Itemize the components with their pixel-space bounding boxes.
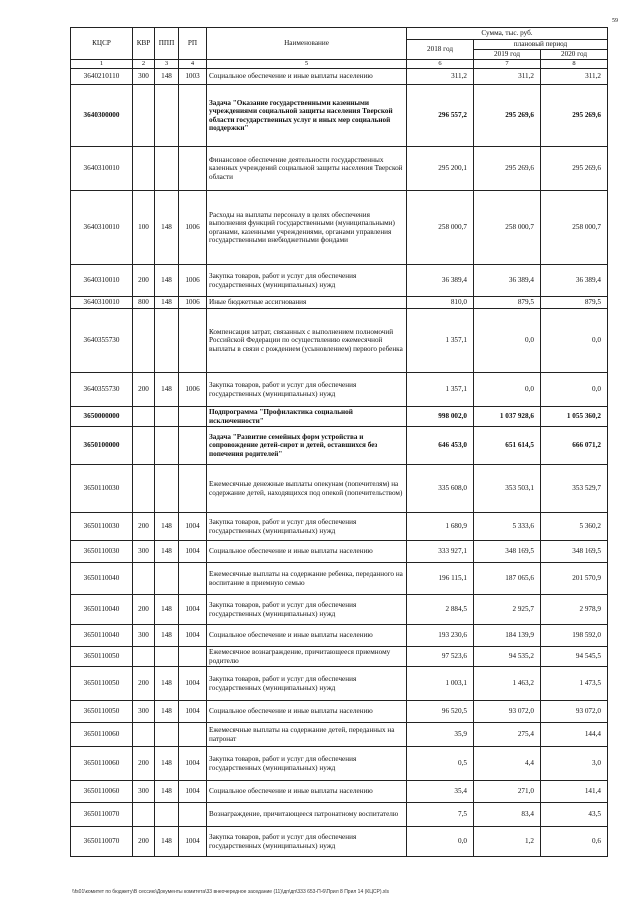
cell-2020: 3,0 [541, 747, 608, 781]
cell-2019: 36 389,4 [474, 265, 541, 297]
cell-kvr [133, 723, 155, 747]
table-row [71, 297, 608, 309]
table-row [71, 85, 608, 147]
cell-kvr [133, 647, 155, 667]
table-row [71, 781, 608, 803]
cell-kcsr: 3650110040 [71, 563, 133, 595]
cell-2020: 1 473,5 [541, 667, 608, 701]
cell-name: Закупка товаров, работ и услуг для обеспечения государственных (муниципальных) нужд [207, 265, 407, 297]
cell-rp: 1004 [179, 541, 207, 563]
cell-2019: 184 139,9 [474, 625, 541, 647]
cell-kvr: 200 [133, 747, 155, 781]
cell-kvr: 200 [133, 595, 155, 625]
cell-kcsr: 3650110050 [71, 647, 133, 667]
cell-rp [179, 563, 207, 595]
cell-ppp: 148 [155, 667, 179, 701]
cell-ppp: 148 [155, 513, 179, 541]
index-cell: 5 [207, 60, 407, 69]
cell-rp [179, 147, 207, 191]
cell-2018: 311,2 [407, 69, 474, 85]
cell-kcsr: 3650110060 [71, 781, 133, 803]
cell-name: Ежемесячные выплаты на содержание ребенка, переданного на воспитание в приемную семью [207, 563, 407, 595]
cell-2018: 196 115,1 [407, 563, 474, 595]
cell-kcsr: 3650110030 [71, 465, 133, 513]
index-cell: 8 [541, 60, 608, 69]
cell-kcsr: 3650110070 [71, 827, 133, 857]
cell-2018: 96 520,5 [407, 701, 474, 723]
cell-ppp [155, 427, 179, 465]
cell-kvr: 300 [133, 541, 155, 563]
cell-rp: 1006 [179, 297, 207, 309]
header-planned: плановый период [474, 40, 608, 50]
cell-rp: 1004 [179, 747, 207, 781]
cell-2018: 97 523,6 [407, 647, 474, 667]
cell-kvr: 200 [133, 265, 155, 297]
table-row [71, 701, 608, 723]
cell-rp: 1004 [179, 667, 207, 701]
cell-rp [179, 309, 207, 373]
cell-kvr [133, 465, 155, 513]
cell-2018: 35,9 [407, 723, 474, 747]
cell-2020: 36 389,4 [541, 265, 608, 297]
table-row [71, 191, 608, 265]
cell-name: Закупка товаров, работ и услуг для обеспечения государственных (муниципальных) нужд [207, 373, 407, 407]
cell-2018: 1 357,1 [407, 373, 474, 407]
cell-2019: 93 072,0 [474, 701, 541, 723]
table-row [71, 563, 608, 595]
cell-rp: 1004 [179, 595, 207, 625]
cell-name: Подпрограмма "Профилактика социальной исключенности" [207, 407, 407, 427]
cell-kcsr: 3650110060 [71, 747, 133, 781]
cell-rp [179, 723, 207, 747]
table-row [71, 309, 608, 373]
cell-rp: 1004 [179, 513, 207, 541]
cell-2019: 2 925,7 [474, 595, 541, 625]
cell-2019: 295 269,6 [474, 147, 541, 191]
cell-2020: 201 570,9 [541, 563, 608, 595]
cell-ppp [155, 465, 179, 513]
cell-kvr: 300 [133, 625, 155, 647]
cell-2018: 35,4 [407, 781, 474, 803]
cell-rp [179, 803, 207, 827]
cell-kvr [133, 427, 155, 465]
cell-rp [179, 85, 207, 147]
cell-2019: 0,0 [474, 309, 541, 373]
cell-ppp: 148 [155, 625, 179, 647]
cell-kvr [133, 803, 155, 827]
cell-2019: 275,4 [474, 723, 541, 747]
cell-rp [179, 427, 207, 465]
cell-ppp: 148 [155, 781, 179, 803]
cell-kcsr: 3640310010 [71, 147, 133, 191]
cell-name: Социальное обеспечение и иные выплаты населению [207, 541, 407, 563]
cell-2020: 311,2 [541, 69, 608, 85]
cell-name: Закупка товаров, работ и услуг для обеспечения государственных (муниципальных) нужд [207, 595, 407, 625]
cell-rp: 1006 [179, 265, 207, 297]
cell-name: Иные бюджетные ассигнования [207, 297, 407, 309]
index-cell: 2 [133, 60, 155, 69]
header-kcsr: КЦСР [71, 28, 133, 60]
cell-kvr: 300 [133, 701, 155, 723]
cell-2020: 5 360,2 [541, 513, 608, 541]
cell-2020: 0,6 [541, 827, 608, 857]
cell-2020: 879,5 [541, 297, 608, 309]
cell-name: Вознаграждение, причитающееся патронатному воспитателю [207, 803, 407, 827]
cell-name: Задача "Развитие семейных форм устройства и сопровождение детей-сирот и детей, оставшихся без попечения родителей" [207, 427, 407, 465]
cell-ppp [155, 723, 179, 747]
cell-ppp [155, 147, 179, 191]
cell-2018: 7,5 [407, 803, 474, 827]
cell-2019: 94 535,2 [474, 647, 541, 667]
cell-2019: 1 463,2 [474, 667, 541, 701]
cell-name: Ежемесячные денежные выплаты опекунам (попечителям) на содержание детей, находящихся под опекой (попечительством) [207, 465, 407, 513]
table-row [71, 465, 608, 513]
cell-kvr: 300 [133, 69, 155, 85]
cell-2018: 1 003,1 [407, 667, 474, 701]
cell-name: Закупка товаров, работ и услуг для обеспечения государственных (муниципальных) нужд [207, 667, 407, 701]
cell-2020: 348 169,5 [541, 541, 608, 563]
cell-rp [179, 465, 207, 513]
cell-2018: 1 357,1 [407, 309, 474, 373]
cell-2020: 198 592,0 [541, 625, 608, 647]
cell-ppp: 148 [155, 541, 179, 563]
cell-rp: 1006 [179, 373, 207, 407]
cell-ppp: 148 [155, 373, 179, 407]
table-row [71, 747, 608, 781]
cell-2018: 296 557,2 [407, 85, 474, 147]
table-row [71, 427, 608, 465]
cell-ppp [155, 803, 179, 827]
table-row [71, 407, 608, 427]
cell-2019: 311,2 [474, 69, 541, 85]
cell-name: Закупка товаров, работ и услуг для обеспечения государственных (муниципальных) нужд [207, 747, 407, 781]
table-row [71, 595, 608, 625]
cell-ppp: 148 [155, 297, 179, 309]
cell-2018: 193 230,6 [407, 625, 474, 647]
cell-2020: 295 269,6 [541, 85, 608, 147]
cell-kcsr: 3650110040 [71, 625, 133, 647]
cell-2018: 295 200,1 [407, 147, 474, 191]
cell-2020: 666 071,2 [541, 427, 608, 465]
cell-kvr: 200 [133, 513, 155, 541]
table-row [71, 541, 608, 563]
table-row [71, 69, 608, 85]
header-ppp: ППП [155, 28, 179, 60]
cell-2020: 43,5 [541, 803, 608, 827]
header-sum: Сумма, тыс. руб. [407, 28, 608, 40]
cell-kvr: 800 [133, 297, 155, 309]
table-row [71, 667, 608, 701]
cell-kcsr: 3650110030 [71, 513, 133, 541]
cell-kvr [133, 147, 155, 191]
cell-ppp [155, 309, 179, 373]
table-row [71, 513, 608, 541]
cell-kvr: 300 [133, 781, 155, 803]
cell-kcsr: 3650110070 [71, 803, 133, 827]
table-row [71, 625, 608, 647]
file-path-footer: \\fs01\комитет по бюджету\В сессию\Документы комитета\33 внеочередное заседание (11)\дп\дп\333 653-П-6\Прил 8 Прил 14 (КЦСР).xls [72, 889, 390, 895]
cell-name: Закупка товаров, работ и услуг для обеспечения государственных (муниципальных) нужд [207, 827, 407, 857]
cell-2018: 335 608,0 [407, 465, 474, 513]
cell-ppp: 148 [155, 701, 179, 723]
budget-table [70, 27, 608, 857]
cell-rp: 1004 [179, 625, 207, 647]
table-body [71, 69, 608, 857]
index-cell: 3 [155, 60, 179, 69]
cell-kvr: 200 [133, 667, 155, 701]
cell-2020: 258 000,7 [541, 191, 608, 265]
cell-kcsr: 3650110050 [71, 701, 133, 723]
cell-ppp: 148 [155, 595, 179, 625]
cell-kcsr: 3640300000 [71, 85, 133, 147]
cell-2020: 2 978,9 [541, 595, 608, 625]
column-index-row [71, 60, 608, 69]
cell-2019: 1 037 928,6 [474, 407, 541, 427]
cell-kcsr: 3640310010 [71, 265, 133, 297]
cell-kvr [133, 563, 155, 595]
cell-2018: 258 000,7 [407, 191, 474, 265]
cell-name: Задача "Оказание государственными казенными учреждениями социальной защиты населения Тверской области государственных услуг и иных мер социальной поддержки" [207, 85, 407, 147]
cell-kcsr: 3640310010 [71, 297, 133, 309]
table-row [71, 723, 608, 747]
cell-kvr [133, 309, 155, 373]
cell-rp [179, 647, 207, 667]
index-cell: 7 [474, 60, 541, 69]
cell-name: Закупка товаров, работ и услуг для обеспечения государственных (муниципальных) нужд [207, 513, 407, 541]
cell-kcsr: 3650000000 [71, 407, 133, 427]
index-cell: 6 [407, 60, 474, 69]
cell-kcsr: 3650110030 [71, 541, 133, 563]
cell-ppp [155, 563, 179, 595]
cell-2018: 36 389,4 [407, 265, 474, 297]
cell-kcsr: 3650110050 [71, 667, 133, 701]
cell-rp: 1004 [179, 827, 207, 857]
cell-rp [179, 407, 207, 427]
table-row [71, 147, 608, 191]
cell-rp: 1003 [179, 69, 207, 85]
cell-kvr [133, 407, 155, 427]
table-row [71, 803, 608, 827]
cell-2019: 348 169,5 [474, 541, 541, 563]
header-2020: 2020 год [541, 50, 608, 60]
cell-name: Социальное обеспечение и иные выплаты населению [207, 781, 407, 803]
cell-rp: 1004 [179, 781, 207, 803]
cell-ppp [155, 407, 179, 427]
table-header [71, 28, 608, 69]
header-kvr: КВР [133, 28, 155, 60]
cell-kcsr: 3650100000 [71, 427, 133, 465]
cell-2018: 810,0 [407, 297, 474, 309]
header-name: Наименование [207, 28, 407, 60]
cell-name: Социальное обеспечение и иные выплаты населению [207, 69, 407, 85]
table-row [71, 373, 608, 407]
cell-2020: 0,0 [541, 373, 608, 407]
cell-2020: 141,4 [541, 781, 608, 803]
cell-2019: 5 333,6 [474, 513, 541, 541]
cell-2020: 1 055 360,2 [541, 407, 608, 427]
cell-kcsr: 3650110040 [71, 595, 133, 625]
cell-2020: 353 529,7 [541, 465, 608, 513]
cell-2018: 0,5 [407, 747, 474, 781]
cell-kvr: 200 [133, 373, 155, 407]
cell-2019: 879,5 [474, 297, 541, 309]
cell-kvr: 200 [133, 827, 155, 857]
cell-ppp: 148 [155, 69, 179, 85]
cell-kcsr: 3640355730 [71, 373, 133, 407]
cell-ppp [155, 647, 179, 667]
cell-2019: 271,0 [474, 781, 541, 803]
cell-2019: 353 503,1 [474, 465, 541, 513]
cell-2019: 0,0 [474, 373, 541, 407]
cell-2020: 94 545,5 [541, 647, 608, 667]
cell-ppp: 148 [155, 827, 179, 857]
cell-2018: 0,0 [407, 827, 474, 857]
cell-2020: 295 269,6 [541, 147, 608, 191]
cell-ppp: 148 [155, 265, 179, 297]
cell-2020: 144,4 [541, 723, 608, 747]
cell-name: Ежемесячные выплаты на содержание детей, переданных на патронат [207, 723, 407, 747]
cell-kvr [133, 85, 155, 147]
cell-kcsr: 3640310010 [71, 191, 133, 265]
cell-2019: 4,4 [474, 747, 541, 781]
cell-2019: 187 065,6 [474, 563, 541, 595]
cell-2020: 0,0 [541, 309, 608, 373]
cell-2018: 333 927,1 [407, 541, 474, 563]
cell-name: Социальное обеспечение и иные выплаты населению [207, 625, 407, 647]
cell-2018: 998 002,0 [407, 407, 474, 427]
cell-2018: 646 453,0 [407, 427, 474, 465]
table-row [71, 827, 608, 857]
header-rp: РП [179, 28, 207, 60]
cell-name: Расходы на выплаты персоналу в целях обеспечения выполнения функций государственными (муниципальными) органами, казенными учреждениями, органами управления государственными внебюджетными фондами [207, 191, 407, 265]
cell-name: Финансовое обеспечение деятельности государственных казенных учреждений социальной защиты населения Тверской области [207, 147, 407, 191]
table-row [71, 265, 608, 297]
cell-name: Компенсация затрат, связанных с выполнением полномочий Российской Федерации по осуществлению ежемесячной выплаты в связи с рождением (усыновлением) первого ребенка [207, 309, 407, 373]
cell-kcsr: 3640210110 [71, 69, 133, 85]
cell-2018: 1 680,9 [407, 513, 474, 541]
cell-rp: 1006 [179, 191, 207, 265]
cell-name: Ежемесячное вознаграждение, причитающееся приемному родителю [207, 647, 407, 667]
cell-ppp [155, 85, 179, 147]
cell-2019: 258 000,7 [474, 191, 541, 265]
cell-2019: 651 614,5 [474, 427, 541, 465]
cell-ppp: 148 [155, 191, 179, 265]
cell-2018: 2 884,5 [407, 595, 474, 625]
index-cell: 4 [179, 60, 207, 69]
cell-kcsr: 3640355730 [71, 309, 133, 373]
table-row [71, 647, 608, 667]
index-cell: 1 [71, 60, 133, 69]
header-2019: 2019 год [474, 50, 541, 60]
cell-2019: 83,4 [474, 803, 541, 827]
page-number: 59 [612, 18, 618, 24]
cell-kvr: 100 [133, 191, 155, 265]
cell-2019: 295 269,6 [474, 85, 541, 147]
cell-ppp: 148 [155, 747, 179, 781]
header-2018: 2018 год [407, 40, 474, 60]
cell-2019: 1,2 [474, 827, 541, 857]
cell-rp: 1004 [179, 701, 207, 723]
cell-kcsr: 3650110060 [71, 723, 133, 747]
cell-2020: 93 072,0 [541, 701, 608, 723]
cell-name: Социальное обеспечение и иные выплаты населению [207, 701, 407, 723]
